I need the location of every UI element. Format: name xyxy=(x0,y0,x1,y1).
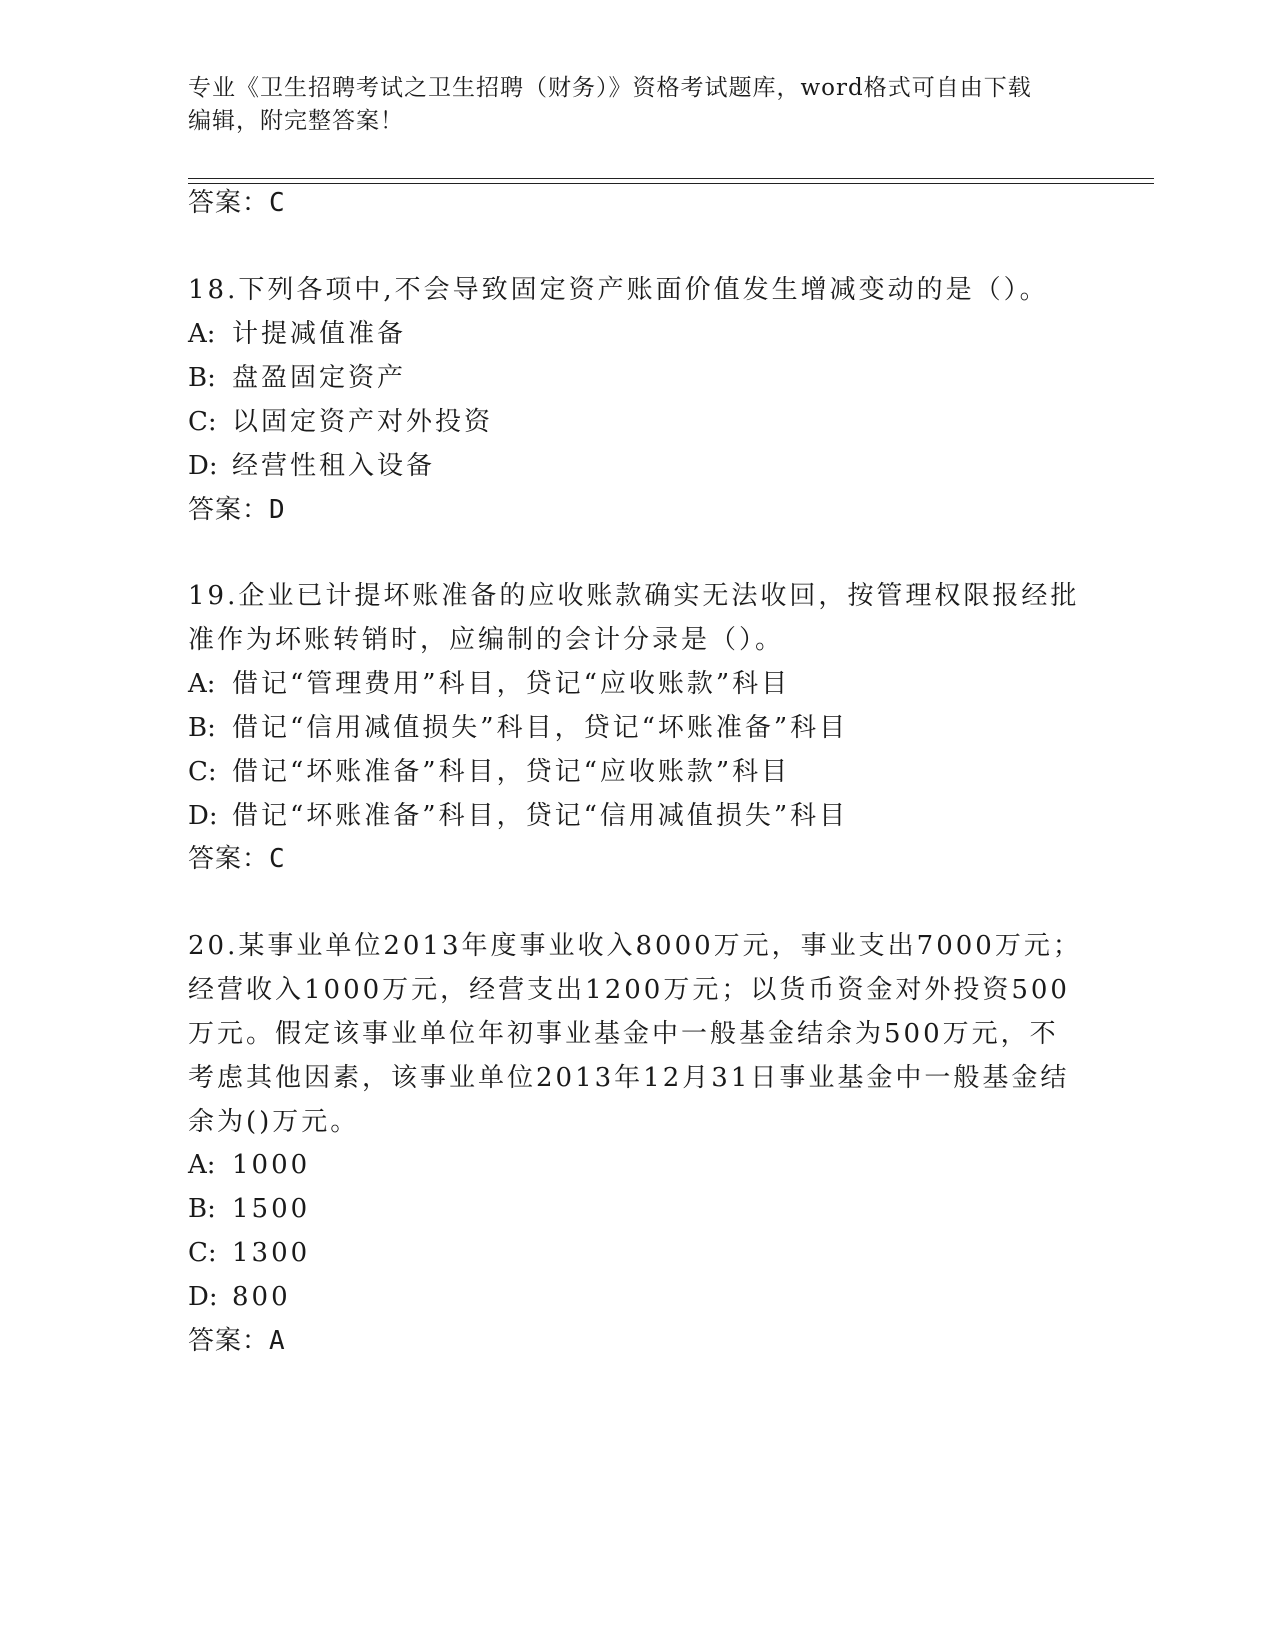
header-line-2: 编辑，附完整答案！ xyxy=(188,108,404,134)
question-20-option-b xyxy=(188,1193,310,1225)
question-20-option-c xyxy=(188,1237,310,1269)
question-18-option-d xyxy=(188,450,435,482)
answer-label: 答案： xyxy=(188,495,270,525)
answer-value: C xyxy=(269,188,286,218)
option-text: 800 xyxy=(232,1282,291,1312)
question-18-option-b xyxy=(188,362,406,394)
question-20-answer xyxy=(188,1325,286,1357)
question-19-option-c xyxy=(188,756,790,788)
question-20-stem-line-5: 余为()万元。 xyxy=(188,1107,360,1137)
option-text: 借记“管理费用”科目，贷记“应收账款”科目 xyxy=(232,669,791,699)
option-letter: C: xyxy=(188,1238,217,1268)
question-18-option-a xyxy=(188,318,406,350)
option-letter: C: xyxy=(188,407,217,437)
option-text: 经营性租入设备 xyxy=(232,451,436,481)
option-text: 借记“坏账准备”科目，贷记“信用减值损失”科目 xyxy=(232,801,849,831)
question-19-option-d xyxy=(188,800,848,832)
option-text: 计提减值准备 xyxy=(232,319,407,349)
option-text: 1000 xyxy=(232,1150,311,1180)
option-text: 借记“信用减值损失”科目，贷记“坏账准备”科目 xyxy=(232,713,849,743)
answer-value: D xyxy=(269,495,286,525)
question-19-stem-line-2: 准作为坏账转销时，应编制的会计分录是（）。 xyxy=(188,625,785,655)
document-header xyxy=(188,72,1068,138)
question-19-stem-line-1: 19.企业已计提坏账准备的应收账款确实无法收回，按管理权限报经批 xyxy=(188,581,1080,611)
answer-label: 答案： xyxy=(188,188,270,218)
option-letter: A: xyxy=(188,1150,216,1180)
header-divider-top xyxy=(188,178,1154,179)
option-letter: A: xyxy=(188,319,216,349)
question-19-option-a xyxy=(188,668,790,700)
question-20-stem-line-4: 考虑其他因素，该事业单位2013年12月31日事业基金中一般基金结 xyxy=(188,1063,1070,1093)
option-letter: D: xyxy=(188,801,218,831)
question-18-option-c xyxy=(188,406,493,438)
option-text: 1500 xyxy=(232,1194,311,1224)
answer-label: 答案： xyxy=(188,1326,270,1356)
question-20-option-a xyxy=(188,1149,310,1181)
option-letter: B: xyxy=(188,713,216,743)
question-19-answer xyxy=(188,843,286,875)
option-letter: D: xyxy=(188,1282,218,1312)
option-text: 借记“坏账准备”科目，贷记“应收账款”科目 xyxy=(232,757,791,787)
option-letter: C: xyxy=(188,757,217,787)
option-text: 1300 xyxy=(232,1238,311,1268)
answer-label: 答案： xyxy=(188,844,270,874)
question-20-stem-line-3: 万元。假定该事业单位年初事业基金中一般基金结余为500万元，不 xyxy=(188,1019,1059,1049)
option-letter: A: xyxy=(188,669,216,699)
option-text: 以固定资产对外投资 xyxy=(232,407,494,437)
question-18-stem: 18.下列各项中,不会导致固定资产账面价值发生增减变动的是（）。 xyxy=(188,275,1049,305)
header-divider-bottom xyxy=(188,183,1154,184)
answer-value: A xyxy=(269,1326,286,1356)
question-20-stem-line-1: 20.某事业单位2013年度事业收入8000万元，事业支出7000万元； xyxy=(188,931,1082,961)
question-19-option-b xyxy=(188,712,848,744)
option-text: 盘盈固定资产 xyxy=(232,363,407,393)
question-20-option-d xyxy=(188,1281,291,1313)
prev-answer-line xyxy=(188,187,286,219)
header-line-1: 专业《卫生招聘考试之卫生招聘（财务）》资格考试题库，word格式可自由下载 xyxy=(188,75,1032,101)
answer-value: C xyxy=(269,844,286,874)
question-20-stem-line-2: 经营收入1000万元，经营支出1200万元；以货币资金对外投资500 xyxy=(188,975,1070,1005)
question-18-answer xyxy=(188,494,286,526)
option-letter: B: xyxy=(188,1194,216,1224)
option-letter: B: xyxy=(188,363,216,393)
option-letter: D: xyxy=(188,451,218,481)
